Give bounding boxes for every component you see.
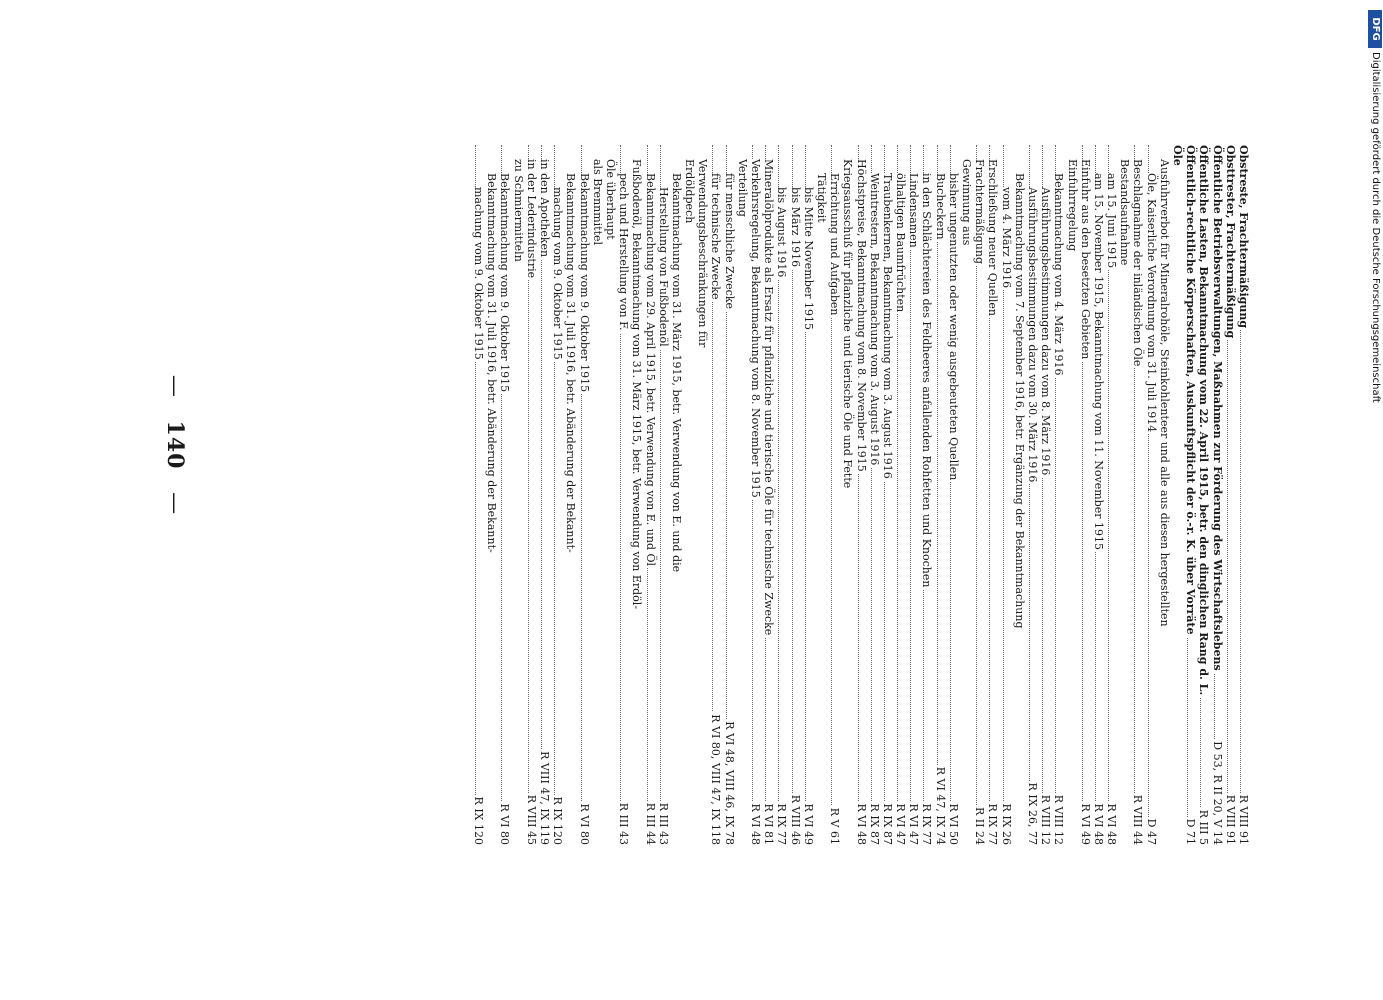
entry-reference: R III 43 [656, 802, 670, 845]
entry-text: bis März 1916 [788, 187, 802, 268]
entry-text: als Brennmittel [590, 159, 604, 246]
entry-text: Mineralölprodukte als Ersatz für pflanzliche und tierische Öle für technische Zwecke [762, 159, 776, 636]
index-entry [591, 145, 604, 845]
index-entry [1237, 145, 1250, 845]
entry-reference: R VI 80 [577, 803, 591, 845]
entry-text: Öle [1171, 145, 1185, 166]
entry-reference: R VI 48, VIII 46, IX 78 [722, 721, 736, 845]
entry-text: Bekanntmachung vom 29. April 1915, betr. Verwendung von E. und Öl [643, 173, 657, 567]
entry-reference: R VI 80, VIII 47, IX 118 [709, 714, 723, 845]
index-entry [525, 145, 538, 845]
entry-reference: R VI 80 [498, 803, 512, 845]
index-entry [973, 145, 986, 845]
entry-text: Öffentlich-rechtliche Körperschaften, Auskunftspflicht der ö.-r. K. über Vorräte [1184, 145, 1198, 635]
entry-text: in den Schlächtereien des Feldheeres anfallenden Rohfetten und Knochen [920, 173, 934, 588]
index-entry [538, 145, 551, 845]
entry-reference: R VIII 46 [788, 794, 802, 845]
entry-reference: R VIII 91 [1237, 794, 1250, 845]
entry-reference: R VI 47 [907, 803, 921, 845]
index-entry [1184, 145, 1197, 845]
index-entry [828, 145, 841, 845]
entry-text: Bekanntmachung vom 31. Juli 1916, betr. Abänderung der Bekannt- [564, 173, 578, 553]
entry-text: ölhaltigen Baumfrüchten [894, 173, 908, 313]
index-entry [564, 145, 577, 845]
entry-text: Obstreste, Frachtermäßigung [1237, 145, 1250, 329]
index-entry [1092, 145, 1105, 845]
entry-text: Öffentliche Betriebsverwaltungen, Maßnahmen zur Förderung des Wirtschaftslebens [1210, 145, 1224, 671]
entry-text: Ausfuhrverbot für Mineralrohöle, Steinkohlenteer und alle aus diesen hergestellten [1157, 159, 1171, 627]
entry-text: zu Schmiermitteln [511, 159, 525, 262]
entry-text: für technische Zwecke [709, 173, 723, 300]
index-entry [670, 145, 683, 845]
entry-text: Bekanntmachung vom 7. September 1916, betr. Ergänzung der Bekanntmachung [1012, 173, 1026, 629]
entry-reference: R IX 87 [880, 803, 894, 845]
credit-text: Digitalisierung gefördert durch die Deutsche Forschungsgemeinschaft [1370, 52, 1381, 403]
entry-reference: R IX 26 [999, 803, 1013, 845]
index-entry [762, 145, 775, 845]
entry-text: Bekanntmachung vom 31. Juli 1916, betr. Abänderung der Bekannt- [485, 173, 499, 553]
entry-reference: R VI 49 [1078, 803, 1092, 845]
index-entry [1065, 145, 1078, 845]
index-entry [907, 145, 920, 845]
entry-reference: R VIII 45 [524, 794, 538, 845]
dfg-logo: DFG [1368, 10, 1382, 48]
entry-text: Kriegsausschuß für pflanzliche und tierische Öle und Fette [841, 159, 855, 489]
entry-reference: R VIII 12 [1039, 794, 1053, 845]
index-entry [999, 145, 1012, 845]
index-entry [802, 145, 815, 845]
entry-reference: R IX 120 [472, 796, 486, 845]
entry-reference: R VIII 91 [1223, 794, 1237, 845]
entry-text: bis August 1916 [775, 187, 789, 278]
dot-leader [910, 145, 920, 845]
entry-text: Bekanntmachung vom 4. März 1916 [1052, 173, 1066, 376]
index-entry [643, 145, 656, 845]
entry-reference: R IX 26, 77 [1026, 782, 1039, 845]
index-entry [788, 145, 801, 845]
entry-text: Beschlagnahme der inländischen Öle [1131, 159, 1145, 367]
index-entry [604, 145, 617, 845]
index-entry [1052, 145, 1065, 845]
index-entry [920, 145, 933, 845]
index-list [472, 145, 1250, 845]
index-entry [1039, 145, 1052, 845]
entry-text: Ausführungsbestimmungen dazu vom 8. März 1916 [1039, 187, 1053, 476]
index-entry [986, 145, 999, 845]
index-entry [630, 145, 643, 845]
index-entry [657, 145, 670, 845]
entry-reference: R IX 77 [775, 803, 789, 845]
index-entry [775, 145, 788, 845]
entry-reference: D 71 [1184, 818, 1198, 845]
index-entry [1224, 145, 1237, 845]
entry-text: in der Lederindustrie [524, 159, 538, 279]
index-entry [1079, 145, 1092, 845]
entry-text: Öle überhaupt [604, 159, 617, 240]
entry-text: Einfuhrregelung [1065, 159, 1079, 252]
index-entry [947, 145, 960, 845]
entry-reference: R III 44 [643, 802, 657, 845]
entry-text: Ausführungsbestimmungen dazu vom 30. März 1916 [1026, 187, 1039, 483]
index-entry [894, 145, 907, 845]
entry-text: Lindensamen [907, 173, 921, 248]
entry-reference: R VIII 12 [1052, 794, 1066, 845]
index-entry [512, 145, 525, 845]
index-entry [696, 145, 709, 845]
index-entry [1013, 145, 1026, 845]
entry-text: bisher ungenutzten oder wenig ausgebeuteten Quellen [946, 173, 960, 481]
entry-reference: R II 24 [973, 807, 987, 845]
entry-text: in den Apotheken [538, 159, 552, 258]
entry-text: Bekanntmachung vom 31. März 1915, betr. Verwendung von E. und die [669, 173, 683, 573]
entry-reference: R VI 47, IX 74 [933, 766, 947, 845]
index-entry [868, 145, 881, 845]
entry-text: Fußbodenöl, Bekanntmachung vom 31. März 1915, betr. Verwendung von Erdöl- [630, 159, 644, 610]
entry-reference: R IX 77 [920, 803, 934, 845]
entry-reference: R VI 50 [946, 803, 960, 845]
index-entry [577, 145, 590, 845]
index-entry [723, 145, 736, 845]
entry-reference: R III 5 [1197, 809, 1211, 845]
entry-text: Verwendungsbeschränkungen für [696, 159, 710, 348]
entry-reference: R IX 120 [551, 796, 565, 845]
entry-text: Einfuhr aus den besetzten Gebieten [1078, 159, 1092, 360]
entry-reference: R IX 77 [986, 803, 1000, 845]
index-entry [1131, 145, 1144, 845]
index-entry [1026, 145, 1039, 845]
entry-reference: R VI 48 [1105, 803, 1119, 845]
entry-text: Verteilung [735, 159, 749, 217]
index-entry [960, 145, 973, 845]
digitization-credit [1368, 10, 1382, 403]
header-dash-left: — [162, 374, 187, 398]
index-entry [934, 145, 947, 845]
index-entry [1171, 145, 1184, 845]
entry-text: Öle, Kaiserliche Verordnung vom 31. Juli 1914 [1144, 173, 1158, 433]
entry-text: machung vom 9. Oktober 1915 [551, 187, 565, 360]
entry-text: bis Mitte November 1915 [801, 187, 815, 331]
entry-text: machung vom 9. Oktober 1915 [472, 187, 486, 360]
entry-text: am 15. November 1915, Bekanntmachung vom 11. November 1915 [1091, 173, 1105, 550]
entry-reference: R VI 49 [801, 803, 815, 845]
entry-text: für menschliche Zwecke [722, 173, 736, 310]
entry-reference: R V 61 [828, 807, 842, 845]
entry-text: Tätigkeit [815, 173, 828, 223]
entry-text: Bucheckern [933, 173, 947, 240]
entry-text: Obsttrester, Frachtermäßigung [1223, 145, 1237, 339]
page-header [164, 305, 188, 585]
index-entry [1118, 145, 1131, 845]
index-entry [1197, 145, 1210, 845]
index-entry [736, 145, 749, 845]
entry-text: Bekanntmachung vom 9. Oktober 1915 [498, 173, 512, 393]
entry-text: Frachtermäßigung [973, 159, 987, 264]
index-entry [881, 145, 894, 845]
entry-reference: R VIII 47, IX 119 [538, 751, 552, 845]
index-entry [472, 145, 485, 845]
entry-text: Öffentliche Lasten, Bekanntmachung vom 22. April 1915, betr. den dinglichen Rang d. L. [1197, 145, 1211, 696]
index-entry [683, 145, 696, 845]
entry-reference: D 47 [1144, 818, 1158, 845]
index-entry [551, 145, 564, 845]
entry-text: Erdöldpech [683, 159, 697, 224]
index-entry [1105, 145, 1118, 845]
index-entry [709, 145, 722, 845]
index-entry [815, 145, 828, 845]
entry-reference: R VI 48 [749, 803, 763, 845]
entry-reference: R VI 47 [894, 803, 908, 845]
dot-leader [937, 145, 947, 845]
entry-text: vom 4. März 1916 [999, 187, 1013, 289]
entry-text: pech und Herstellung von F. [617, 173, 631, 331]
entry-text: Erschließung neuer Quellen [986, 159, 1000, 316]
index-entry [1158, 145, 1171, 845]
index-entry [749, 145, 762, 845]
index-entry [854, 145, 867, 845]
entry-reference: R IX 87 [867, 803, 881, 845]
entry-reference: D 53, R II 20, V 14 [1210, 741, 1224, 845]
entry-reference: R VI 81 [762, 803, 776, 845]
header-dash-right: — [162, 492, 187, 516]
entry-text: Errichtung und Aufgaben [828, 173, 842, 316]
entry-reference: R VI 48 [854, 803, 868, 845]
index-entry [841, 145, 854, 845]
entry-reference: R III 43 [617, 802, 631, 845]
entry-text: Bestandsaufnahme [1118, 159, 1132, 266]
entry-text: Weintrestern, Bekanntmachung vom 3. August 1916 [867, 173, 881, 466]
index-entry [498, 145, 511, 845]
entry-text: am 15. Juni 1915 [1105, 173, 1119, 269]
index-entry [1145, 145, 1158, 845]
entry-text: Verkehrsregelung, Bekanntmachung vom 8. November 1915 [749, 159, 763, 498]
page-number: 140 [162, 420, 188, 470]
rotated-index-sheet [160, 145, 1250, 845]
entry-text: Traubenkernen, Bekanntmachung vom 3. August 1916 [880, 173, 894, 479]
entry-text: Höchstpreise, Bekanntmachung vom 8. November 1915 [854, 159, 868, 472]
entry-reference: R VI 48 [1091, 803, 1105, 845]
entry-reference: R VIII 44 [1131, 794, 1145, 845]
entry-text: Bekanntmachung vom 9. Oktober 1915 [577, 173, 591, 393]
entry-text: Herstellung von Fußbodenöl [656, 187, 670, 347]
index-entry [485, 145, 498, 845]
index-entry [1210, 145, 1223, 845]
index-entry [617, 145, 630, 845]
entry-text: Gewinnung aus [960, 159, 974, 246]
